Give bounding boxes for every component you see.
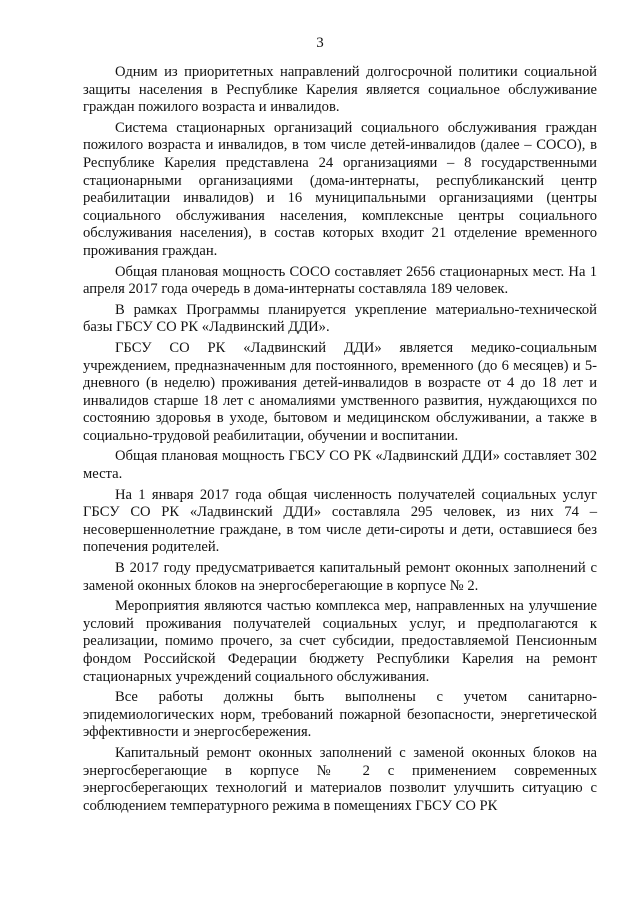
paragraph-7: На 1 января 2017 года общая численность получателей социальных услуг ГБСУ СО РК «Ладвинский ДДИ» составляла 295 человек, из них 74 – несовершеннолетние граждане, в том числе дети-сироты и дети, оставшиеся без попечения родителей. xyxy=(83,486,597,556)
paragraph-9: Мероприятия являются частью комплекса мер, направленных на улучшение условий проживания получателей социальных услуг, и предполагаются к реализации, помимо прочего, за счет субсидии, предоставляемой Пенсионным фондом Российской Федерации бюджету Республики Карелия на ремонт стационарных учреждений социального обслуживания. xyxy=(83,598,597,685)
paragraph-11: Капитальный ремонт оконных заполнений с заменой оконных блоков на энергосберегающие в корпусе № 2 с применением современных энергосберегающих технологий и материалов позволит улучшить ситуацию с соблюдением температурного режима в помещениях ГБСУ СО РК xyxy=(83,744,597,814)
document-body xyxy=(83,64,597,818)
paragraph-8: В 2017 году предусматривается капитальный ремонт оконных заполнений с заменой оконных блоков на энергосберегающие в корпусе № 2. xyxy=(83,560,597,594)
paragraph-6: Общая плановая мощность ГБСУ СО РК «Ладвинский ДДИ» составляет 302 места. xyxy=(83,448,597,483)
paragraph-10: Все работы должны быть выполнены с учетом санитарно-эпидемиологических норм, требований пожарной безопасности, энергетической эффективности и энергосбережения. xyxy=(83,689,597,741)
page-number: 3 xyxy=(316,35,324,51)
paragraph-3: Общая плановая мощность СОСО составляет 2656 стационарных мест. На 1 апреля 2017 года очередь в дома-интернаты составляла 189 человек. xyxy=(83,263,597,298)
paragraph-5: ГБСУ СО РК «Ладвинский ДДИ» является медико-социальным учреждением, предназначенным для постоянного, временного (до 6 месяцев) и 5-дневного (в неделю) проживания детей-инвалидов в возрасте от 4 до 18 лет и инвалидов старше 18 лет с аномалиями умственного развития, нуждающихся по состоянию здоровья в уходе, бытовом и медицинском обслуживании, а также в социально-трудовой реабилитации, обучении и воспитании. xyxy=(83,339,597,444)
paragraph-2: Система стационарных организаций социального обслуживания граждан пожилого возраста и инвалидов, в том числе детей-инвалидов (далее – СОСО), в Республике Карелия представлена 24 организациями – 8 государственными стационарными организациями (дома-интернаты, республиканский центр реабилитации инвалидов) и 16 муниципальными организациями (центры социального обслуживания населения, комплексные центры социального обслуживания населения), в состав которых входит 21 отделение временного проживания граждан. xyxy=(83,119,597,259)
paragraph-4: В рамках Программы планируется укрепление материально-технической базы ГБСУ СО РК «Ладвинский ДДИ». xyxy=(83,301,597,336)
paragraph-1: Одним из приоритетных направлений долгосрочной политики социальной защиты населения в Республике Карелия является социальное обслуживание граждан пожилого возраста и инвалидов. xyxy=(83,64,597,116)
